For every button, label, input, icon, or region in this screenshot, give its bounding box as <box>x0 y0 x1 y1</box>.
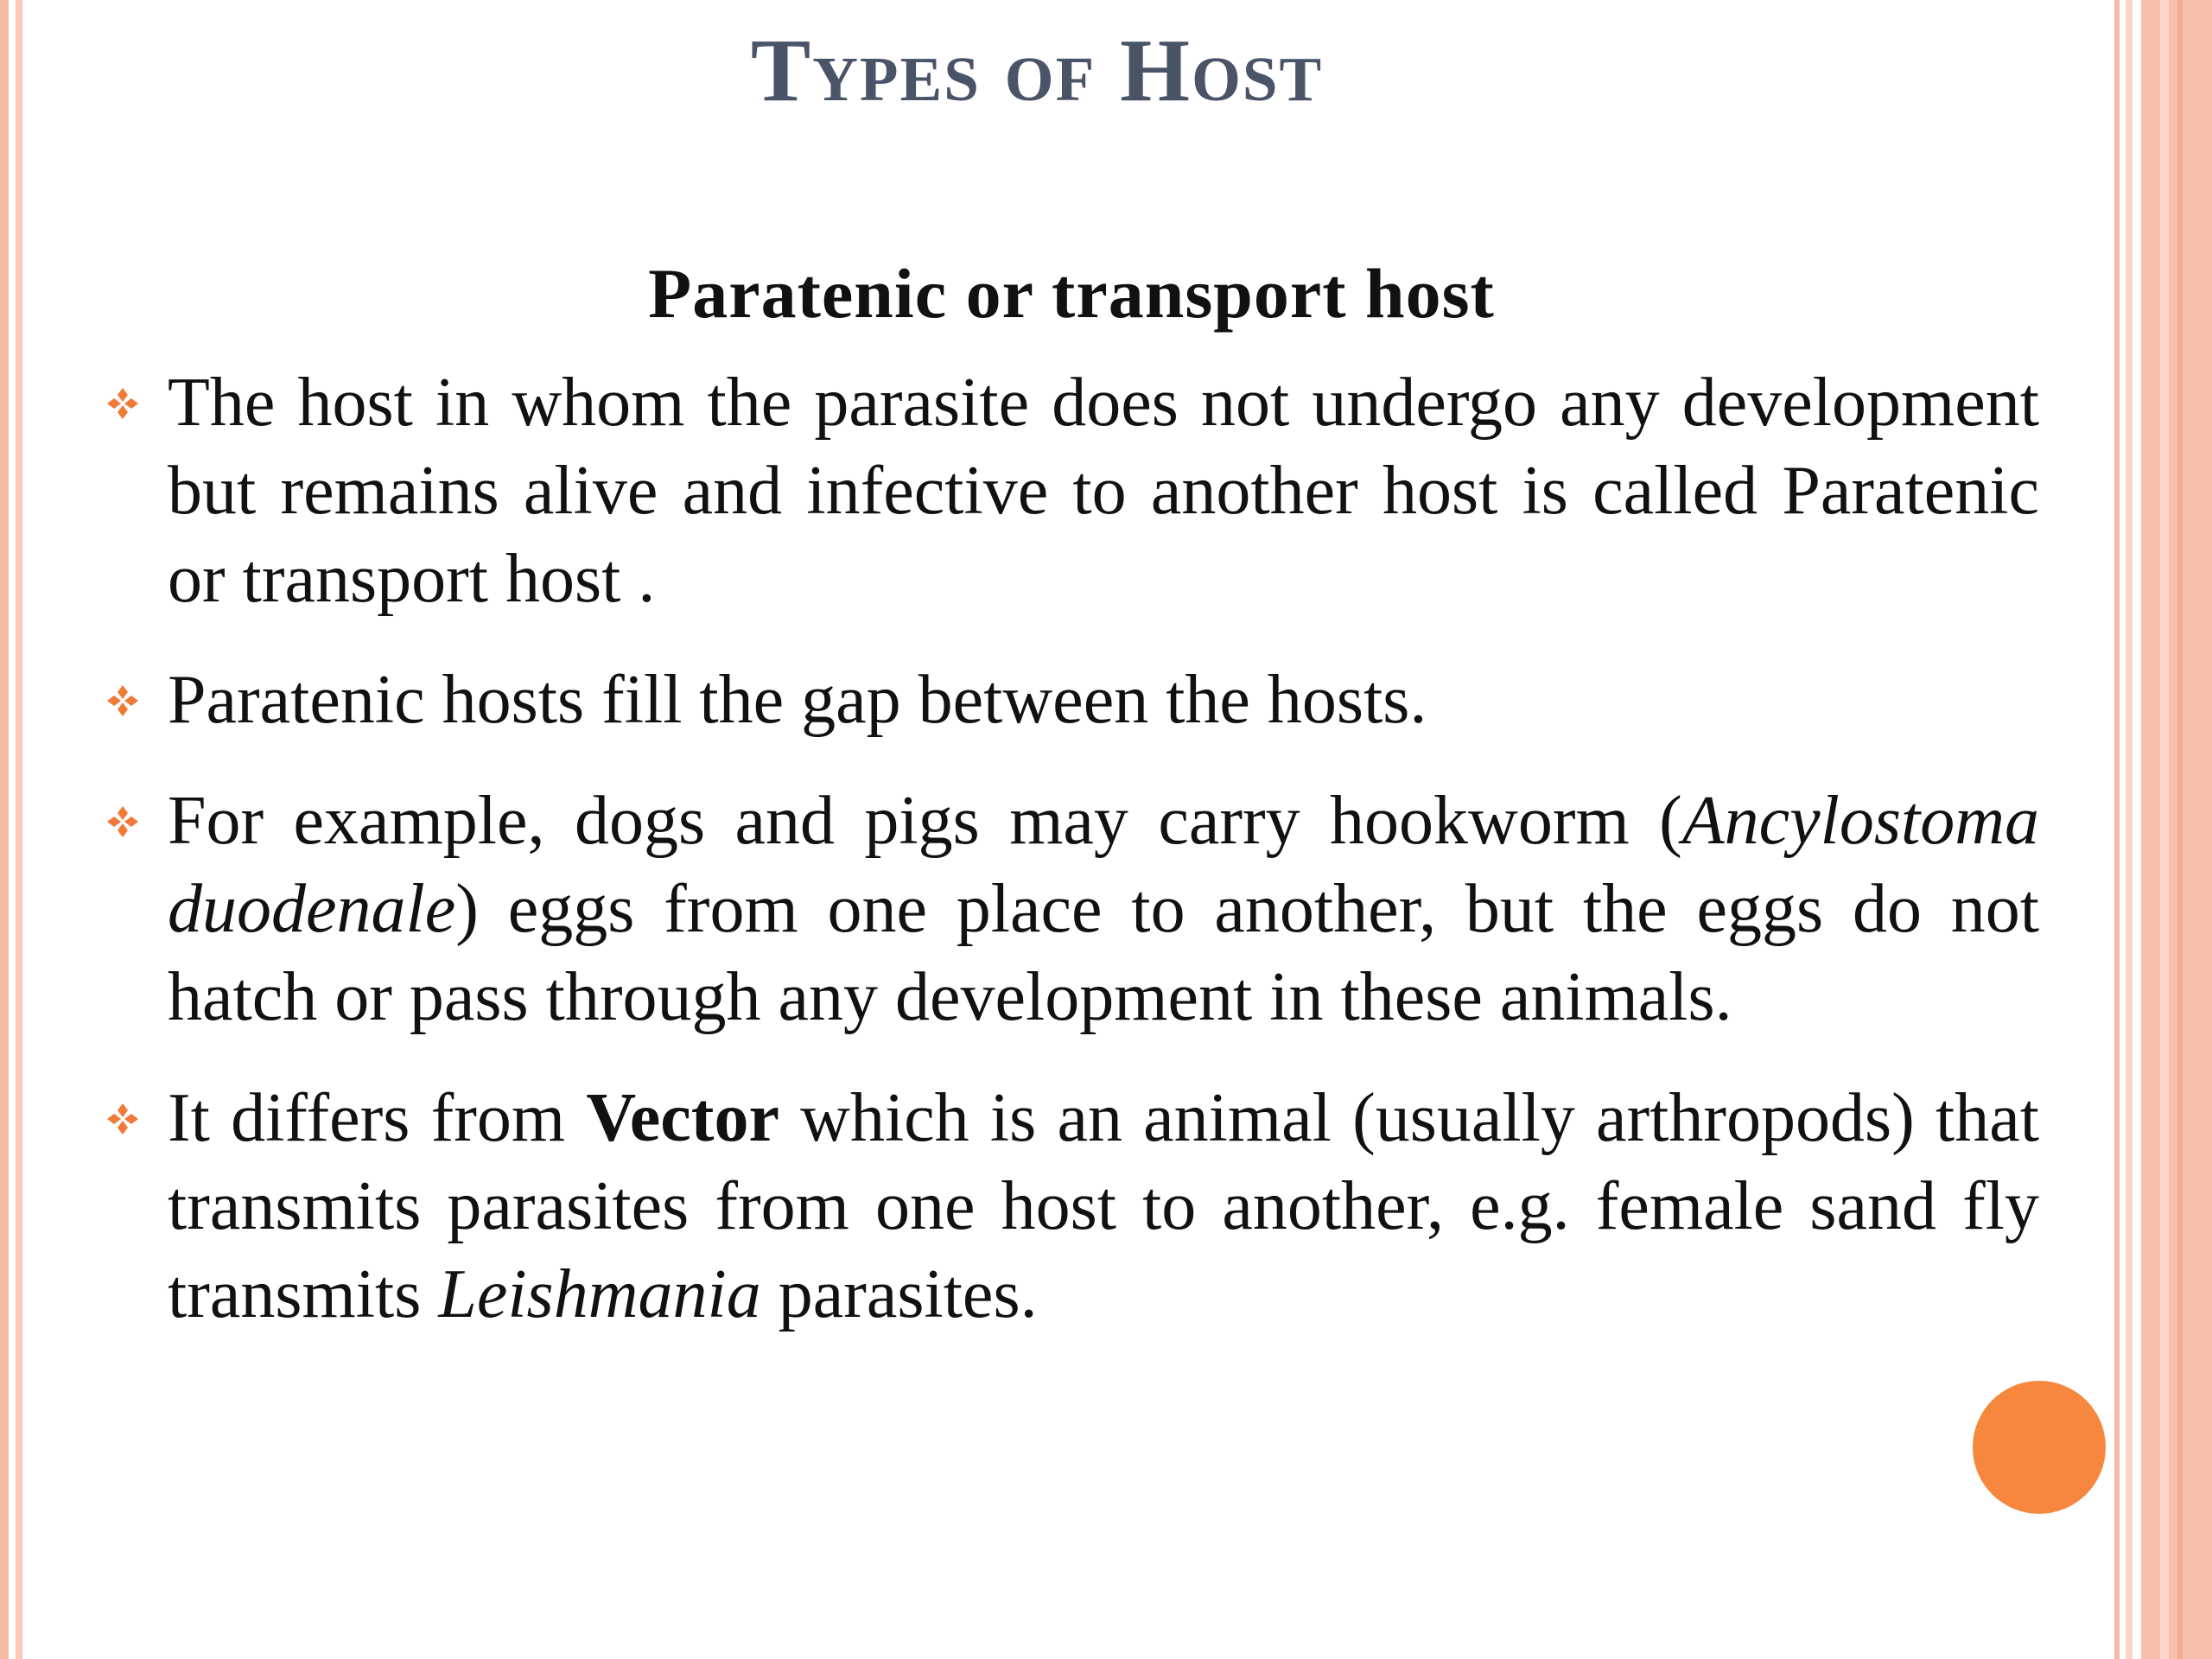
bullet-text-segment: It differs from <box>168 1080 587 1156</box>
left-border-stripe <box>0 0 9 1659</box>
right-border-line <box>2114 0 2120 1659</box>
right-border-line-light <box>2126 0 2133 1659</box>
vector-term-bold: Vector <box>586 1080 779 1156</box>
bullet-text-segment: ) eggs from one place to another, but the eggs do not hatch or pass through any development in these animals. <box>168 871 2039 1035</box>
bullet-text <box>168 1074 2039 1338</box>
bullet-item <box>104 359 2039 623</box>
bullet-text: The host in whom the parasite does not undergo any development but remains alive and infective to another host is called Paratenic or transport host . <box>168 365 2039 617</box>
orange-circle-decoration <box>1973 1381 2106 1514</box>
right-border-band <box>2141 0 2212 1659</box>
bullet-text: Paratenic hosts fill the gap between the hosts. <box>168 662 1427 738</box>
bullet-item <box>104 656 2039 744</box>
bullet-item <box>104 777 2039 1041</box>
species-name-italic: Ancylostoma duodenale <box>168 783 2039 947</box>
right-border-band-line <box>2177 0 2183 1659</box>
bullet-list <box>104 359 2039 1371</box>
bullet-text-segment: parasites. <box>760 1256 1038 1332</box>
four-diamond-bullet-icon <box>104 385 142 423</box>
bullet-text <box>168 777 2039 1041</box>
left-border-stripe-inner <box>16 0 22 1659</box>
bullet-item <box>104 1074 2039 1338</box>
genus-name-italic: Leishmania <box>438 1256 761 1332</box>
four-diamond-bullet-icon <box>104 803 142 841</box>
right-border-band-highlight <box>2160 0 2169 1659</box>
bullet-text-segment: For example, dogs and pigs may carry hookworm ( <box>168 783 1682 859</box>
four-diamond-bullet-icon <box>104 682 142 720</box>
four-diamond-bullet-icon <box>104 1100 142 1138</box>
bullet-text-segment: which is an animal (usually arthropods) that transmits parasites from one host to another, e.g. female sand fly transmits <box>168 1080 2039 1332</box>
slide-subtitle: Paratenic or transport host <box>648 254 1495 333</box>
slide-title: Types of Host <box>750 21 1324 120</box>
